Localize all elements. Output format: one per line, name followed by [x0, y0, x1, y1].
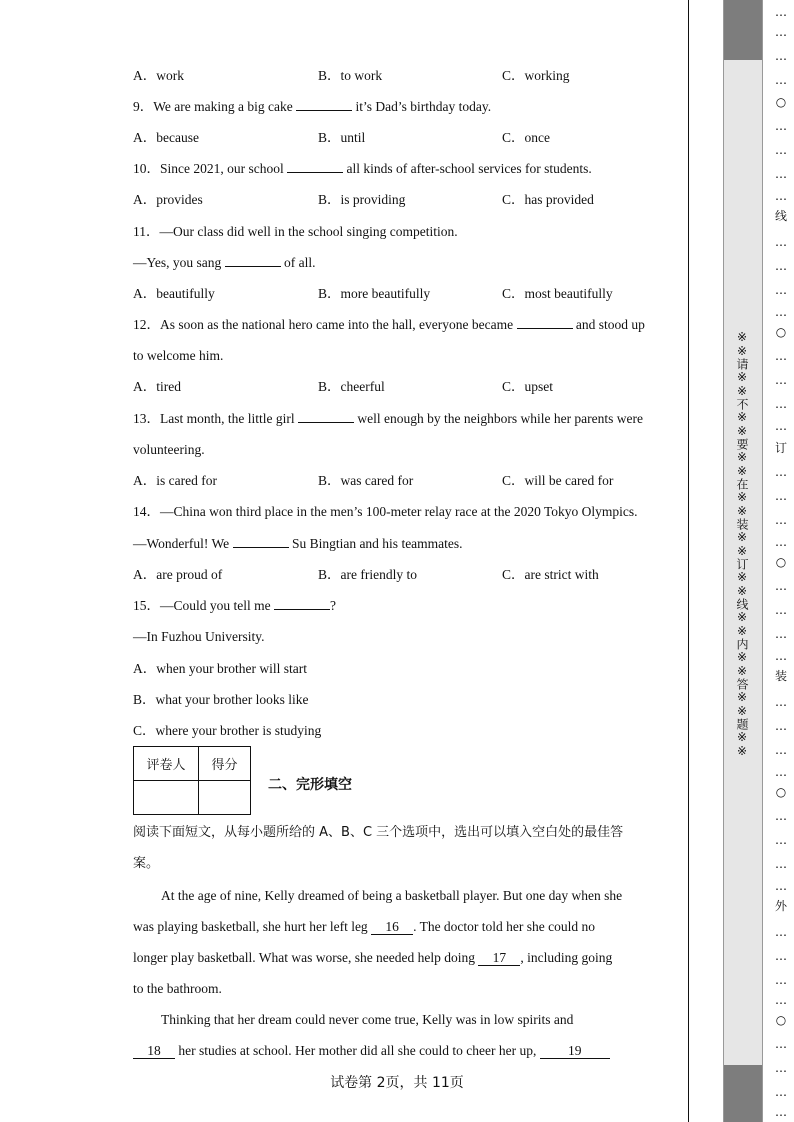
- question-12-line2: to welcome him.: [133, 348, 224, 363]
- margin-dots: …: [775, 535, 787, 549]
- margin-dots: …: [775, 743, 787, 757]
- margin-notice: ※※请※※不※※要※※在※※装※※订※※线※※内※※答※※题※※: [735, 330, 749, 758]
- q9-option-a: A．because: [133, 130, 199, 145]
- q10-text-pre: 10．Since 2021, our school: [133, 161, 288, 176]
- q12-option-c: C．upset: [502, 379, 554, 394]
- q13-option-b: B．was cared for: [318, 473, 414, 488]
- margin-dots: …: [775, 349, 787, 363]
- margin-dots: …: [775, 73, 787, 87]
- margin-dotted-column: [771, 0, 791, 1122]
- score-table-score-cell: [199, 781, 251, 815]
- q14-option-a: A．are proud of: [133, 567, 223, 582]
- section-instruction-line2: 案。: [133, 856, 160, 871]
- blank-18: 18: [133, 1044, 175, 1059]
- q15-option-c: C．where your brother is studying: [133, 723, 322, 738]
- margin-border-line: [688, 0, 689, 1122]
- passage-p1-line2-post: . The doctor told her she could no: [413, 919, 596, 934]
- q14-text-post: Su Bingtian and his teammates.: [288, 536, 463, 551]
- margin-dark-block-top: [724, 0, 762, 60]
- margin-dots: …: [775, 283, 787, 297]
- q9-option-c: C．once: [502, 130, 550, 145]
- q14-option-b: B．are friendly to: [318, 567, 417, 582]
- passage-p1-line1: At the age of nine, Kelly dreamed of being a basketball player. But one day when she: [161, 888, 623, 903]
- margin-dots: …: [775, 143, 787, 157]
- margin-dots: …: [775, 1085, 787, 1099]
- q9-blank: [296, 98, 352, 111]
- margin-dots: …: [775, 489, 787, 503]
- margin-dots: …: [775, 765, 787, 779]
- q13-option-c: C．will be cared for: [502, 473, 614, 488]
- margin-dots: …: [775, 695, 787, 709]
- question-13-line2: volunteering.: [133, 442, 205, 457]
- score-table-grader-header: 评卷人: [134, 747, 199, 781]
- q13-text-post: well enough by the neighbors while her parents were: [353, 411, 644, 426]
- margin-dots: …: [775, 465, 787, 479]
- passage-p1-line3: [133, 949, 612, 967]
- q15-text-post: ?: [330, 598, 336, 613]
- page-footer: 试卷第 2页，共 11页: [330, 1075, 464, 1091]
- margin-dots: …: [775, 719, 787, 733]
- q14-blank: [233, 535, 289, 548]
- q11-option-a: A．beautifully: [133, 286, 215, 301]
- q10-option-c: C．has provided: [502, 192, 594, 207]
- margin-dots: …: [775, 649, 787, 663]
- q12-option-a: A．tired: [133, 379, 181, 394]
- margin-dark-block-bottom: [724, 1065, 762, 1122]
- margin-circle: ○: [775, 95, 787, 109]
- q9-text-pre: 9．We are making a big cake: [133, 99, 297, 114]
- question-13-line1: [133, 410, 643, 428]
- margin-dots: …: [775, 1105, 787, 1119]
- margin-dots: …: [775, 49, 787, 63]
- passage-p2-line1: Thinking that her dream could never come true, Kelly was in low spirits and: [161, 1012, 574, 1027]
- question-12-line1: [133, 316, 645, 334]
- margin-dots: …: [775, 949, 787, 963]
- q10-option-a: A．provides: [133, 192, 203, 207]
- margin-circle: ○: [775, 555, 787, 569]
- q10-blank: [287, 160, 343, 173]
- margin-dots: …: [775, 809, 787, 823]
- q11-option-b: B．more beautifully: [318, 286, 431, 301]
- score-table-score-header: 得分: [199, 747, 251, 781]
- q11-option-c: C．most beautifully: [502, 286, 613, 301]
- margin-dots: …: [775, 25, 787, 39]
- margin-dots: …: [775, 603, 787, 617]
- margin-dots: …: [775, 5, 787, 19]
- section-title: 二、完形填空: [268, 777, 352, 793]
- q12-text-post: and stood up: [572, 317, 645, 332]
- q11-text-post: of all.: [280, 255, 316, 270]
- question-11-line2: [133, 254, 316, 272]
- margin-dots: …: [775, 373, 787, 387]
- q12-text-pre: 12．As soon as the national hero came into the hall, everyone became: [133, 317, 517, 332]
- q8-option-b: B．to work: [318, 68, 383, 83]
- q9-text-post: it’s Dad’s birthday today.: [352, 99, 492, 114]
- question-15-line1: [133, 597, 336, 615]
- q12-option-b: B．cheerful: [318, 379, 385, 394]
- margin-dots: …: [775, 119, 787, 133]
- margin-label-zhuang: 装: [774, 669, 787, 683]
- question-9: [133, 98, 491, 116]
- q15-option-a: A．when your brother will start: [133, 661, 307, 676]
- margin-dots: …: [775, 925, 787, 939]
- q8-option-a: A．work: [133, 68, 184, 83]
- passage-p2-line2: [133, 1042, 610, 1060]
- margin-dots: …: [775, 189, 787, 203]
- margin-dots: …: [775, 1061, 787, 1075]
- margin-dots: …: [775, 833, 787, 847]
- passage-p2-line2-mid: her studies at school. Her mother did all she could to cheer her up,: [175, 1043, 540, 1058]
- score-table-grader-cell: [134, 781, 199, 815]
- margin-dots: …: [775, 419, 787, 433]
- margin-dots: …: [775, 627, 787, 641]
- q13-text-pre: 13．Last month, the little girl: [133, 411, 298, 426]
- q9-option-b: B．until: [318, 130, 366, 145]
- q12-blank: [517, 316, 573, 329]
- q13-blank: [298, 410, 354, 423]
- blank-19: 19: [540, 1044, 610, 1059]
- margin-dots: …: [775, 397, 787, 411]
- margin-label-wai: 外: [774, 899, 787, 913]
- passage-p1-line3-pre: longer play basketball. What was worse, she needed help doing: [133, 950, 479, 965]
- q15-blank: [274, 597, 330, 610]
- q14-option-c: C．are strict with: [502, 567, 599, 582]
- blank-17: 17: [478, 951, 520, 966]
- q15-text-pre: 15．—Could you tell me: [133, 598, 274, 613]
- margin-dots: …: [775, 167, 787, 181]
- question-14-line2: [133, 535, 463, 553]
- blank-16: 16: [371, 920, 413, 935]
- margin-circle: ○: [775, 1013, 787, 1027]
- q11-text-pre: —Yes, you sang: [133, 255, 225, 270]
- margin-dots: …: [775, 259, 787, 273]
- margin-circle: ○: [775, 785, 787, 799]
- q10-option-b: B．is providing: [318, 192, 406, 207]
- passage-p1-line2-pre: was playing basketball, she hurt her left leg: [133, 919, 372, 934]
- margin-dots: …: [775, 235, 787, 249]
- q14-text-pre: —Wonderful! We: [133, 536, 233, 551]
- score-table: [133, 746, 251, 815]
- q10-text-post: all kinds of after-school services for students.: [343, 161, 592, 176]
- question-11-line1: 11．—Our class did well in the school singing competition.: [133, 224, 458, 239]
- margin-dots: …: [775, 973, 787, 987]
- margin-dots: …: [775, 513, 787, 527]
- passage-p1-line4: to the bathroom.: [133, 981, 222, 996]
- q13-option-a: A．is cared for: [133, 473, 217, 488]
- margin-dots: …: [775, 993, 787, 1007]
- q8-option-c: C．working: [502, 68, 570, 83]
- margin-circle: ○: [775, 325, 787, 339]
- question-15-line2: —In Fuzhou University.: [133, 629, 265, 644]
- margin-dots: …: [775, 305, 787, 319]
- passage-p1-line2: [133, 918, 595, 936]
- question-14-line1: 14．—China won third place in the men’s 100-meter relay race at the 2020 Tokyo Olympics.: [133, 504, 638, 519]
- margin-label-xian: 线: [774, 209, 787, 223]
- q11-blank: [225, 254, 281, 267]
- margin-dots: …: [775, 1037, 787, 1051]
- question-10: [133, 160, 592, 178]
- margin-dots: …: [775, 879, 787, 893]
- margin-label-ding: 订: [774, 441, 787, 455]
- q15-option-b: B．what your brother looks like: [133, 692, 309, 707]
- passage-p1-line3-post: , including going: [520, 950, 613, 965]
- margin-dots: …: [775, 579, 787, 593]
- section-instruction-line1: 阅读下面短文，从每小题所给的 A、B、C 三个选项中，选出可以填入空白处的最佳答: [133, 825, 624, 840]
- margin-dots: …: [775, 857, 787, 871]
